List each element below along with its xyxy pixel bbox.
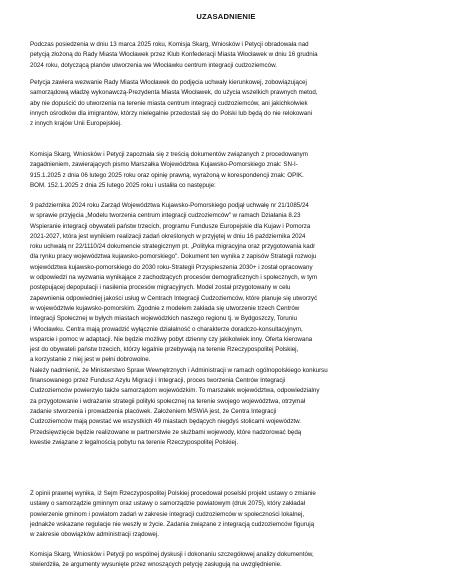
text-line: Petycja zawiera wezwanie Rady Miasta Włocławek do podjęcia uchwały kierunkowej, zobowiązującej xyxy=(30,79,307,86)
text-line: petycją złożoną do Rady Miasta Włocławek przez Klub Konfederacji Miasta Włocławek w dniu 16 grudnia xyxy=(30,51,318,59)
text-line: Przedsięwzięcie będzie realizowane w partnerstwie ze służbami wojewody, które nadzorować będą xyxy=(30,428,302,436)
text-line: dla rynku pracy województwa kujawsko-pomorskiego". Dokument ten wynika z zapisów Strategii rozwoju xyxy=(30,253,317,261)
text-line: powierzenie gminom i powiatom zadań w zakresie integracji cudzoziemców w społeczności lokalnej, xyxy=(30,510,305,518)
text-line: jednakże wskazane regulacje nie weszły w życie. Zadania związane z integracją cudzoziemców figurują xyxy=(30,520,315,528)
text-line: w odpowiedzi na wyzwania wynikające z zachodzących procesów demograficznych i społecznych, w tym xyxy=(30,274,318,282)
text-line: zapewnienia odpowiedniej jakości usług w Centrach Integracji Cudzoziemców, które planuje się utworzyć xyxy=(30,294,318,302)
text-line: postępującej depopulacji i nasilenia procesów migracyjnych. Model został przygotowany w celu xyxy=(30,284,291,292)
text-line: Komisja Skarg, Wniosków i Petycji zapoznała się z treścią dokumentów związanych z procedowanym xyxy=(30,151,308,158)
text-line: Wspieranie integracji obywateli państw trzecich, programu Fundusze Europejskie dla Kujaw i Pomorza xyxy=(30,222,311,230)
text-line: zadanie stworzenia i prowadzenia placówek. Założeniem MSWiA jest, że Centra Integracji xyxy=(30,407,277,415)
document-title: UZASADNIENIE xyxy=(196,12,256,21)
text-line: zagadnieniem, zawierających pismo Marszałka Województwa Kujawsko-Pomorskiego znak: SN-I- xyxy=(30,161,298,169)
text-line: stwierdziła, że argumenty wysunięte przez wnoszących petycję zasługują na uwzględnienie. xyxy=(30,561,282,569)
analysis-paragraph xyxy=(30,201,427,448)
text-line: w zakresie obowiązków administracji rządowej. xyxy=(30,531,159,539)
text-line: 2024 roku, dotyczącą planów utworzenia we Włocławku centrum integracji cudzoziemców. xyxy=(30,61,277,69)
text-line: Podczas posiedzenia w dniu 13 marca 2025 roku, Komisja Skarg, Wniosków i Petycji obradowała nad xyxy=(30,41,309,48)
text-line: roku uchwałą nr 22/1110/24 dokumencie strategicznym pt. „Polityka migracyjna oraz przygotowania kadr xyxy=(30,243,316,251)
text-line: samorządową władzę wykonawczą-Prezydenta Miasta Włocławek, do użycia wszelkich prawnych metod, xyxy=(30,89,318,97)
text-line: 915.1.2025 z dnia 06 lutego 2025 roku oraz opinię prawną, wyrażoną w korespondencji znak: OPIK. xyxy=(30,171,304,179)
text-line: kwestie związane z legalnością pobytu na terenie Rzeczypospolitej Polskiej. xyxy=(30,438,239,446)
text-line: innych ośrodków dla imigrantów, którzy nielegalnie przedostali się do Polski lub będą do nie relokowani xyxy=(30,109,313,117)
text-line: Komisja Skarg, Wniosków i Petycji po wspólnej dyskusji i dokonaniu szczegółowej analizy dokumentów, xyxy=(30,551,314,558)
text-line: za przygotowanie i wdrażanie strategii polityki społecznej na terenie swojego województwa, otrzymał xyxy=(30,397,306,405)
text-line: aby nie dopuścić do utworzenia na terenie miasta centrum integracji cudzoziemców, ani jakichkolwiek xyxy=(30,99,308,107)
text-line: województwa kujawsko-pomorskiego do 2030 roku-Strategii Przyspieszenia 2030+ i został opracowany xyxy=(30,263,313,271)
text-line: Cudzoziemców powierzyło także samorządom wojewódzkim. To marszałek województwa, odpowiedzialny xyxy=(30,387,320,395)
text-line: Należy nadmienić, że Ministerstwo Spraw Wewnętrznych i Administracji w ramach ogólnopolskiego konkursu xyxy=(30,366,328,374)
text-line: Cudzoziemców mają powstać we wszystkich 49 miastach będących niegdyś stolicami województw. xyxy=(30,418,301,426)
legal-opinion-paragraph xyxy=(30,489,427,540)
text-line: w sprawie przyjęcia „Modelu tworzenia centrum integracji cudzoziemców" w ramach Działania 8.23 xyxy=(30,212,301,220)
text-line: wsparcie i pomoc w adaptacji. Nie będzie możliwy pobyt dzienny czy jakikolwiek inny. Oferta kierowana xyxy=(30,335,313,343)
committee-paragraph xyxy=(30,150,427,191)
text-line: jest do obywateli państw trzecich, którzy legalnie przebywają na terenie Rzeczypospolitej Polskiej, xyxy=(30,346,299,354)
text-line: i Włocławku. Centra mają prowadzić wyłącznie działalność o charakterze doradczo-konsultacyjnym, xyxy=(30,325,303,333)
petition-paragraph xyxy=(30,78,427,129)
text-line: ustawy o samorządzie gminnym oraz ustawy o samorządzie powiatowym (druk 2075), który zakładał xyxy=(30,500,306,508)
text-line: finansowanego przez Fundusz Azylu Migracji i Integracji, proces tworzenia Centrów Integracji xyxy=(30,377,286,385)
text-line: BOM. 152.1.2025 z dnia 25 lutego 2025 roku i ustaliła co następuje: xyxy=(30,181,216,189)
intro-paragraph xyxy=(30,40,427,71)
text-line: w województwie kujawsko-pomorskim. Zgodnie z modelem zakłada się utworzenie trzech Centrów xyxy=(30,304,300,312)
conclusion-paragraph xyxy=(30,550,427,571)
text-line: Z opinii prawnej wynika, iż Sejm Rzeczypospolitej Polskiej procedował poselski projekt ustawy o zmianie xyxy=(30,490,316,497)
text-line: Integracji Społecznej w byłych miastach wojewódzkich naszego regionu tj. w Bydgoszczy, Toruniu xyxy=(30,315,297,323)
text-line: z innych krajów Unii Europejskiej. xyxy=(30,120,122,128)
text-line: 2021-2027, która jest wynikiem realizacji zadań określonych w przyjętej w dniu 16 października 2024 xyxy=(30,232,306,240)
text-line: 9 października 2024 roku Zarząd Województwa Kujawsko-Pomorskiego podjął uchwałę nr 21/1085/24 xyxy=(30,202,309,209)
text-line: a korzystanie z niej jest w pełni dobrowolne. xyxy=(30,356,151,364)
